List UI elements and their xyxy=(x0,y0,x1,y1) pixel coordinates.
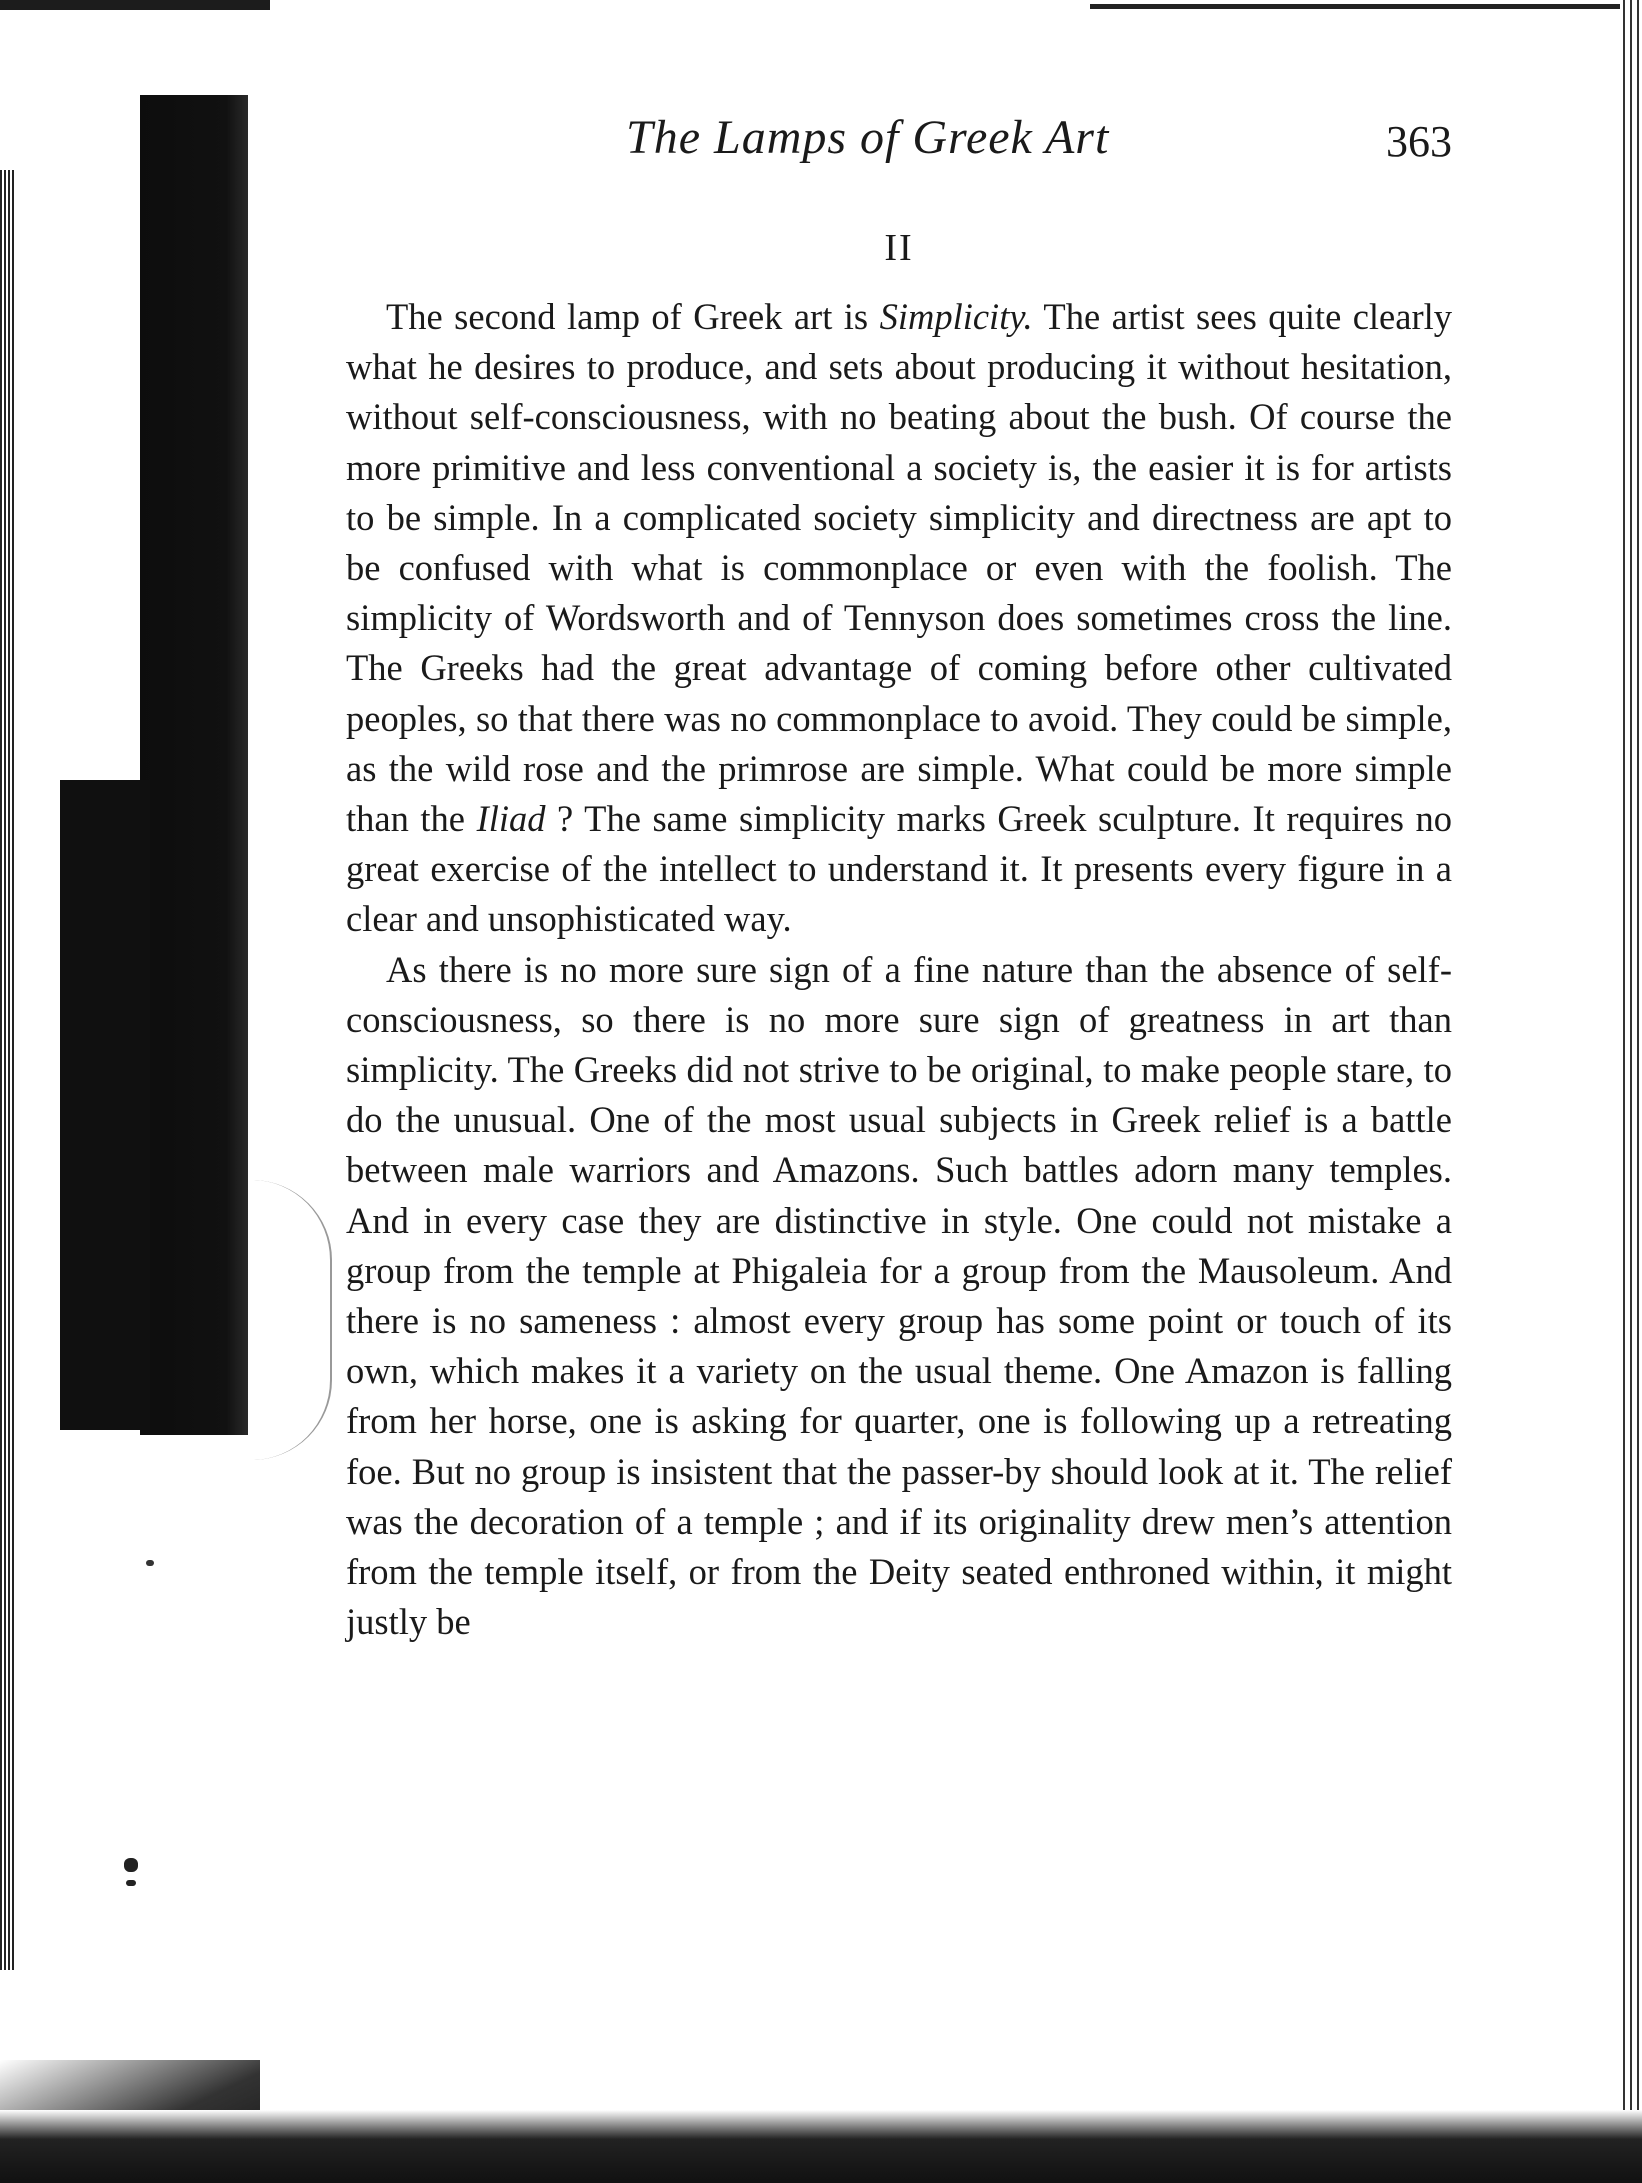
binding-shadow-lower xyxy=(60,780,150,1430)
section-number: II xyxy=(884,227,914,269)
paragraph-text: The artist sees quite clearly what he desires to produce, and sets about producing it without hesitation, without self-consciousness, with no beating about the bush. Of course the more primitive and less conventional a society is, the easier it is for artists to be simple. In a complicated society simplicity and directness are apt to be confused with what is commonplace or even with the foolish. The simplicity of Wordsworth and of Tennyson does sometimes cross the line. The Greeks had the great advantage of coming before other cultivated peoples, so that there was no commonplace to avoid. They could be simple, as the wild rose and the primrose are simple. What could be more simple than the xyxy=(346,296,1452,840)
scan-edge-top-right xyxy=(1090,4,1642,9)
emphasized-term: Simplicity. xyxy=(879,296,1033,337)
paragraph: As there is no more sure sign of a fine nature than the absence of self-consciousness, so there is no more sure sign of greatness in art than simplicity. The Greeks did not strive to be original, to make people stare, to do the unusual. One of the most usual subjects in Greek relief is a battle between male warriors and Amazons. Such battles adorn many temples. And in every case they are distinctive in style. One could not mistake a group from the temple at Phigaleia for a group from the Mausoleum. And there is no sameness : almost every group has some point or touch of its own, which makes it a variety on the usual theme. One Amazon is falling from her horse, one is asking for quarter, one is following up a retreating foe. But no group is insistent that the passer-by should look at it. The relief was the decoration of a temple ; and if its originality drew men’s attention from the temple itself, or from the Deity seated enthroned within, it might justly be xyxy=(346,948,1452,1643)
paragraph-text: ? The same simplicity marks Greek sculpture. It requires no great exercise of the intellect to understand it. It presents every figure in a clear and unsophisticated way. xyxy=(346,798,1453,940)
page-edge-left xyxy=(0,170,14,1970)
page-edge-right xyxy=(1620,0,1642,2183)
scan-edge-top-left xyxy=(0,0,270,10)
scan-speck xyxy=(126,1880,136,1886)
running-head xyxy=(346,100,1452,180)
running-head-title: The Lamps of Greek Art xyxy=(626,111,1110,164)
paragraph xyxy=(346,292,1452,945)
scan-speck xyxy=(146,1560,154,1566)
page-number: 363 xyxy=(1386,117,1452,166)
book-title: Iliad xyxy=(476,798,546,840)
binding-shadow xyxy=(140,95,248,1435)
paragraph-text: The second lamp of Greek art is xyxy=(386,296,880,337)
book-page xyxy=(346,100,1452,1647)
paper-curl-mark xyxy=(250,1180,332,1460)
scan-speck xyxy=(124,1858,138,1872)
scan-shadow-bottom xyxy=(0,2110,1642,2183)
